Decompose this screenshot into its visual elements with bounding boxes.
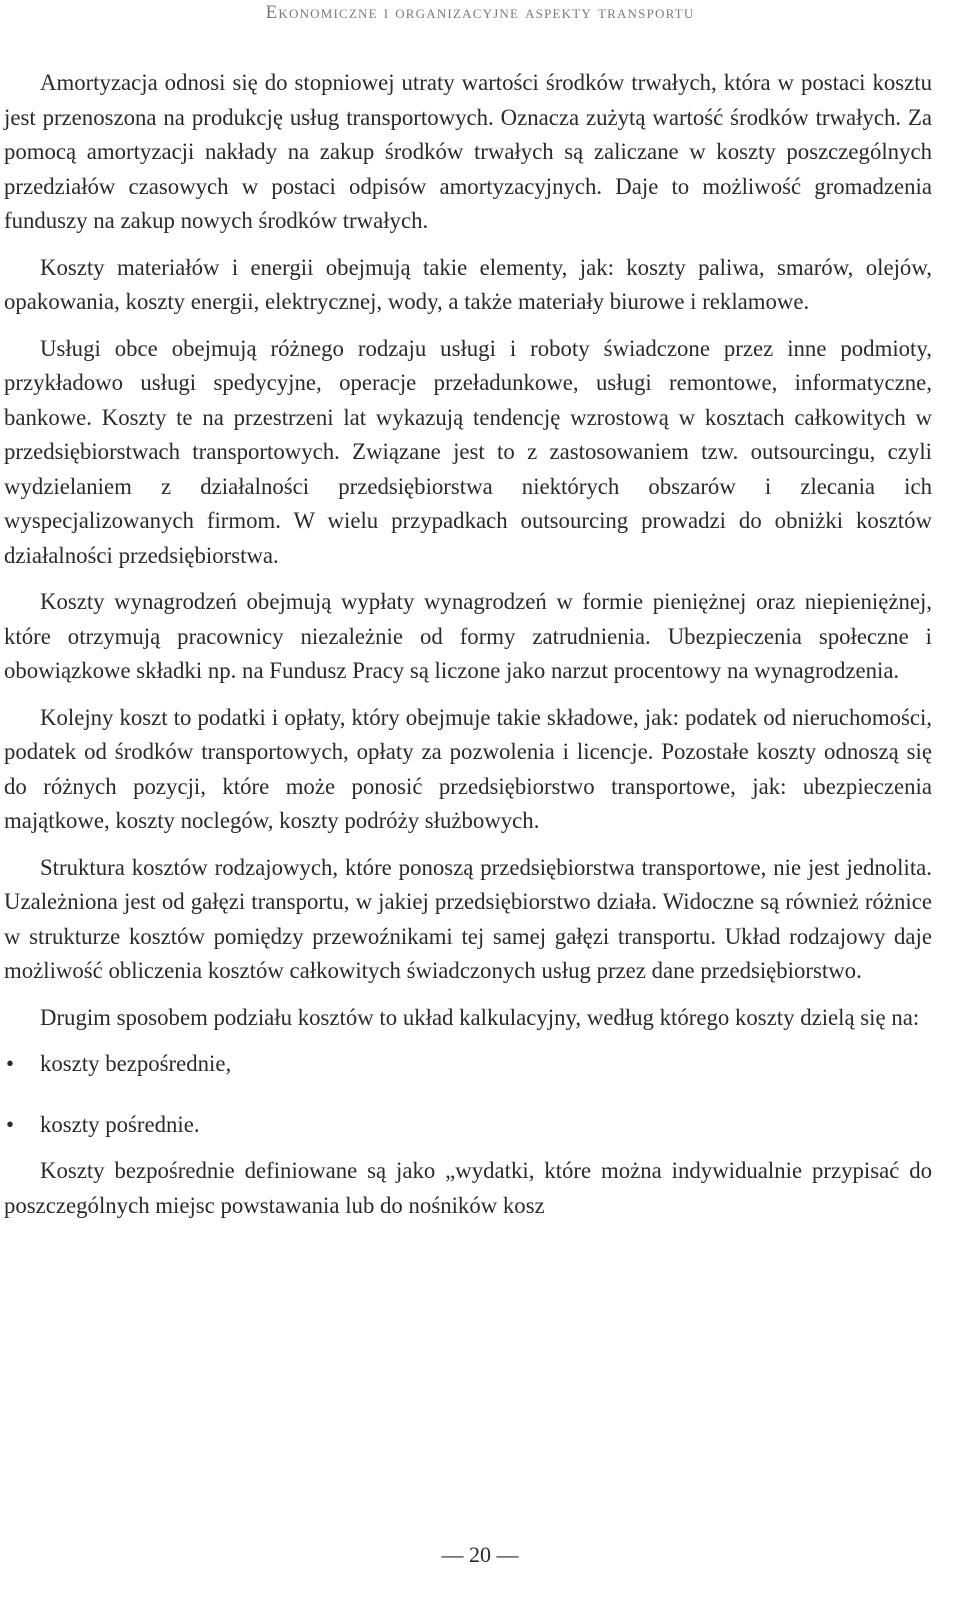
paragraph-materials-energy: Koszty materiałów i energii obejmują takie elementy, jak: koszty paliwa, smarów, olejów, opakowania, koszty energii, elektrycznej, wody, a także materiały biurowe i reklamowe. bbox=[4, 254, 932, 314]
list-item bbox=[4, 1108, 932, 1143]
paragraph-cost-structure: Struktura kosztów rodzajowych, które ponoszą przedsiębiorstwa transportowe, nie jest jednolita. Uzależniona jest od gałęzi transportu, w jakiej przedsiębiorstwo działa. Widoczne są również różnice w strukturze kosztów pomiędzy przewoźnikami tej samej gałęzi transportu. Układ rodzajowy daje możliwość obliczenia kosztów całkowitych świadczonych usług przez dane przedsiębiorstwo. bbox=[4, 854, 932, 983]
paragraph-wages: Koszty wynagrodzeń obejmują wypłaty wynagrodzeń w formie pieniężnej oraz niepieniężnej, które otrzymują pracownicy niezależnie od formy zatrudnienia. Ubezpieczenia społeczne i obowiązkowe składki np. na Fundusz Pracy są liczone jako narzut procentowy na wynagrodzenia. bbox=[4, 589, 932, 683]
paragraph-external-services: Usługi obce obejmują różnego rodzaju usługi i roboty świadczone przez inne podmioty, przykładowo usługi spedycyjne, operacje przeładunkowe, usługi remontowe, informatyczne, bankowe. Koszty te na przestrzeni lat wykazują tendencję wzrostową w kosztach całkowitych w przedsiębiorstwach transportowych. Związane jest to z zastosowaniem tzw. outsourcingu, czyli wydzielaniem z działalności przedsiębiorstwa niektórych obszarów i zlecania ich wyspecjalizowanych firmom. W wielu przypadkach outsourcing prowadzi do obniżki kosztów działalności przedsiębiorstwa. bbox=[4, 335, 932, 568]
paragraph-taxes-fees: Kolejny koszt to podatki i opłaty, który obejmuje takie składowe, jak: podatek od nieruchomości, podatek od środków transportowych, opłaty za pozwolenia i licencje. Pozostałe koszty odnoszą się do różnych pozycji, które może ponosić przedsiębiorstwo transportowe, jak: ubezpieczenia majątkowe, koszty noclegów, koszty podróży służbowych. bbox=[4, 704, 932, 833]
paragraph-direct-costs: Koszty bezpośrednie definiowane są jako „wydatki, które można indywidualnie przypisać do poszczególnych miejsc powstawania lub do nośników kosz bbox=[4, 1158, 932, 1218]
list-item bbox=[4, 1047, 932, 1082]
bullet-icon: • bbox=[6, 1111, 14, 1137]
paragraph-amortization: Amortyzacja odnosi się do stopniowej utraty wartości środków trwałych, która w postaci kosztu jest przenoszona na produkcję usług transportowych. Oznacza zużytą wartość środków trwałych. Za pomocą amortyzacji nakłady na zakup środków trwałych są zaliczane w koszty poszczególnych przedziałów czasowych w postaci odpisów amortyzacyjnych. Daje to możliwość gromadzenia funduszy na zakup nowych środków trwałych. bbox=[4, 70, 932, 233]
list-item-text: koszty bezpośrednie, bbox=[40, 1051, 232, 1076]
paragraph-calculation-layout: Drugim sposobem podziału kosztów to układ kalkulacyjny, według którego koszty dzielą się na: bbox=[40, 1004, 920, 1030]
bullet-icon: • bbox=[6, 1051, 14, 1076]
body-text bbox=[4, 66, 932, 1223]
cost-type-list bbox=[4, 1047, 932, 1142]
page-number: — 20 — bbox=[441, 1542, 519, 1567]
list-item-text: koszty pośrednie. bbox=[40, 1111, 200, 1137]
running-header: Ekonomiczne i organizacyjne aspekty transportu bbox=[265, 2, 695, 23]
